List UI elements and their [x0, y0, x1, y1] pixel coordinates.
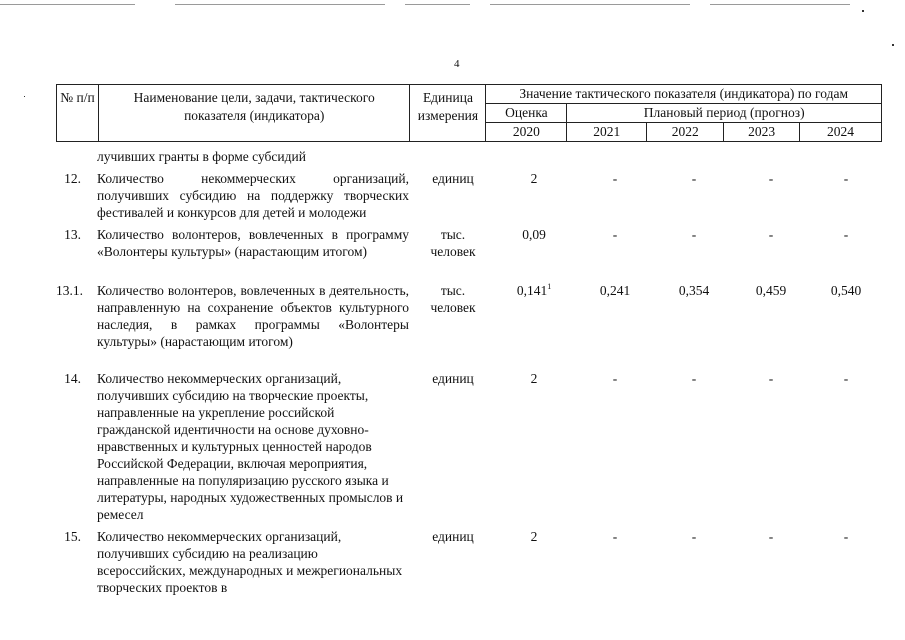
scan-speck — [862, 10, 864, 12]
row-value-2024: 0,540 — [830, 283, 862, 298]
row-unit: тыс. человек — [430, 227, 476, 259]
row-number: 12. — [64, 171, 81, 186]
row-unit: единиц — [432, 171, 474, 186]
header-col-values: Значение тактического показателя (индикатора) по годам — [486, 85, 882, 104]
row-value-2020: 2 — [530, 371, 538, 386]
header-plan-period: Плановый период (прогноз) — [567, 104, 882, 123]
row-value-2024: - — [843, 171, 849, 186]
row-value-2022: - — [691, 529, 697, 544]
row-value-2024: - — [843, 371, 849, 386]
row-value-2024: - — [843, 227, 849, 242]
page-number: 4 — [454, 58, 460, 70]
header-year-2023: 2023 — [724, 123, 800, 142]
row-number: 13. — [64, 227, 81, 242]
row-value-2020 — [494, 282, 574, 299]
row-value-2022: - — [691, 371, 697, 386]
header-col-name: Наименование цели, задачи, тактического показателя (индикатора) — [98, 85, 410, 142]
row-value-2020: 2 — [530, 529, 538, 544]
row-value-2020: 2 — [530, 171, 538, 186]
row-name: лучивших гранты в форме субсидий — [97, 149, 306, 164]
row-value-2021: - — [612, 227, 618, 242]
row-value-2024: - — [843, 529, 849, 544]
scan-line — [710, 4, 850, 5]
scan-line — [175, 4, 385, 5]
header-estimate: Оценка — [486, 104, 567, 123]
row-number: 13.1. — [56, 283, 83, 298]
row-name: Количество волонтеров, вовлеченных в деятельность, направленную на сохранение объектов культурного наследия, в рамках программы «Волонтеры культуры» (нарастающим итогом) — [97, 283, 409, 349]
scan-speck — [892, 44, 894, 46]
row-value-2023: - — [768, 529, 774, 544]
indicator-table-header — [56, 84, 882, 142]
row-value-2021: 0,241 — [599, 283, 631, 298]
row-name: Количество некоммерческих организаций, получивших субсидию на поддержку творческих фестивалей и конкурсов для детей и молодежи — [97, 171, 409, 220]
row-value-2022: - — [691, 171, 697, 186]
row-value-2023: 0,459 — [755, 283, 787, 298]
row-name: Количество некоммерческих организаций, получивших субсидию на творческие проекты, направленные на укрепление российской гражданской идентичности на основе духовно-нравственных и культурных ценностей народов Российской Федерации, включая мероприятия, направленные на популяризацию русского языка и литературы, народных художественных промыслов и ремесел — [97, 371, 404, 522]
row-value-2023: - — [768, 171, 774, 186]
header-year-2021: 2021 — [567, 123, 647, 142]
row-value-2022: - — [691, 227, 697, 242]
row-value-2021: - — [612, 371, 618, 386]
header-col-unit: Единица измерения — [410, 85, 486, 142]
header-year-2022: 2022 — [647, 123, 724, 142]
scan-line — [0, 4, 135, 5]
header-col-number: № п/п — [57, 85, 99, 142]
row-value-2023: - — [768, 371, 774, 386]
scan-line — [490, 4, 690, 5]
scan-line — [405, 4, 470, 5]
row-number: 15. — [64, 529, 81, 544]
scan-speck — [24, 96, 25, 97]
row-value-2020-number: 0,141 — [516, 283, 548, 298]
row-value-2021: - — [612, 529, 618, 544]
row-unit: единиц — [432, 371, 474, 386]
row-value-2020: 0,09 — [522, 227, 546, 242]
footnote-marker: 1 — [547, 282, 552, 291]
row-name: Количество некоммерческих организаций, получивших субсидию на реализацию всероссийских, международных и межрегиональных творческих проектов в — [97, 529, 403, 595]
header-year-2020: 2020 — [486, 123, 567, 142]
header-year-2024: 2024 — [800, 123, 882, 142]
row-unit: тыс. человек — [430, 283, 476, 315]
row-number: 14. — [64, 371, 81, 386]
row-value-2022: 0,354 — [678, 283, 710, 298]
row-unit: единиц — [432, 529, 474, 544]
row-value-2023: - — [768, 227, 774, 242]
row-name: Количество волонтеров, вовлеченных в программу «Волонтеры культуры» (нарастающим итогом) — [97, 227, 409, 259]
row-value-2021: - — [612, 171, 618, 186]
